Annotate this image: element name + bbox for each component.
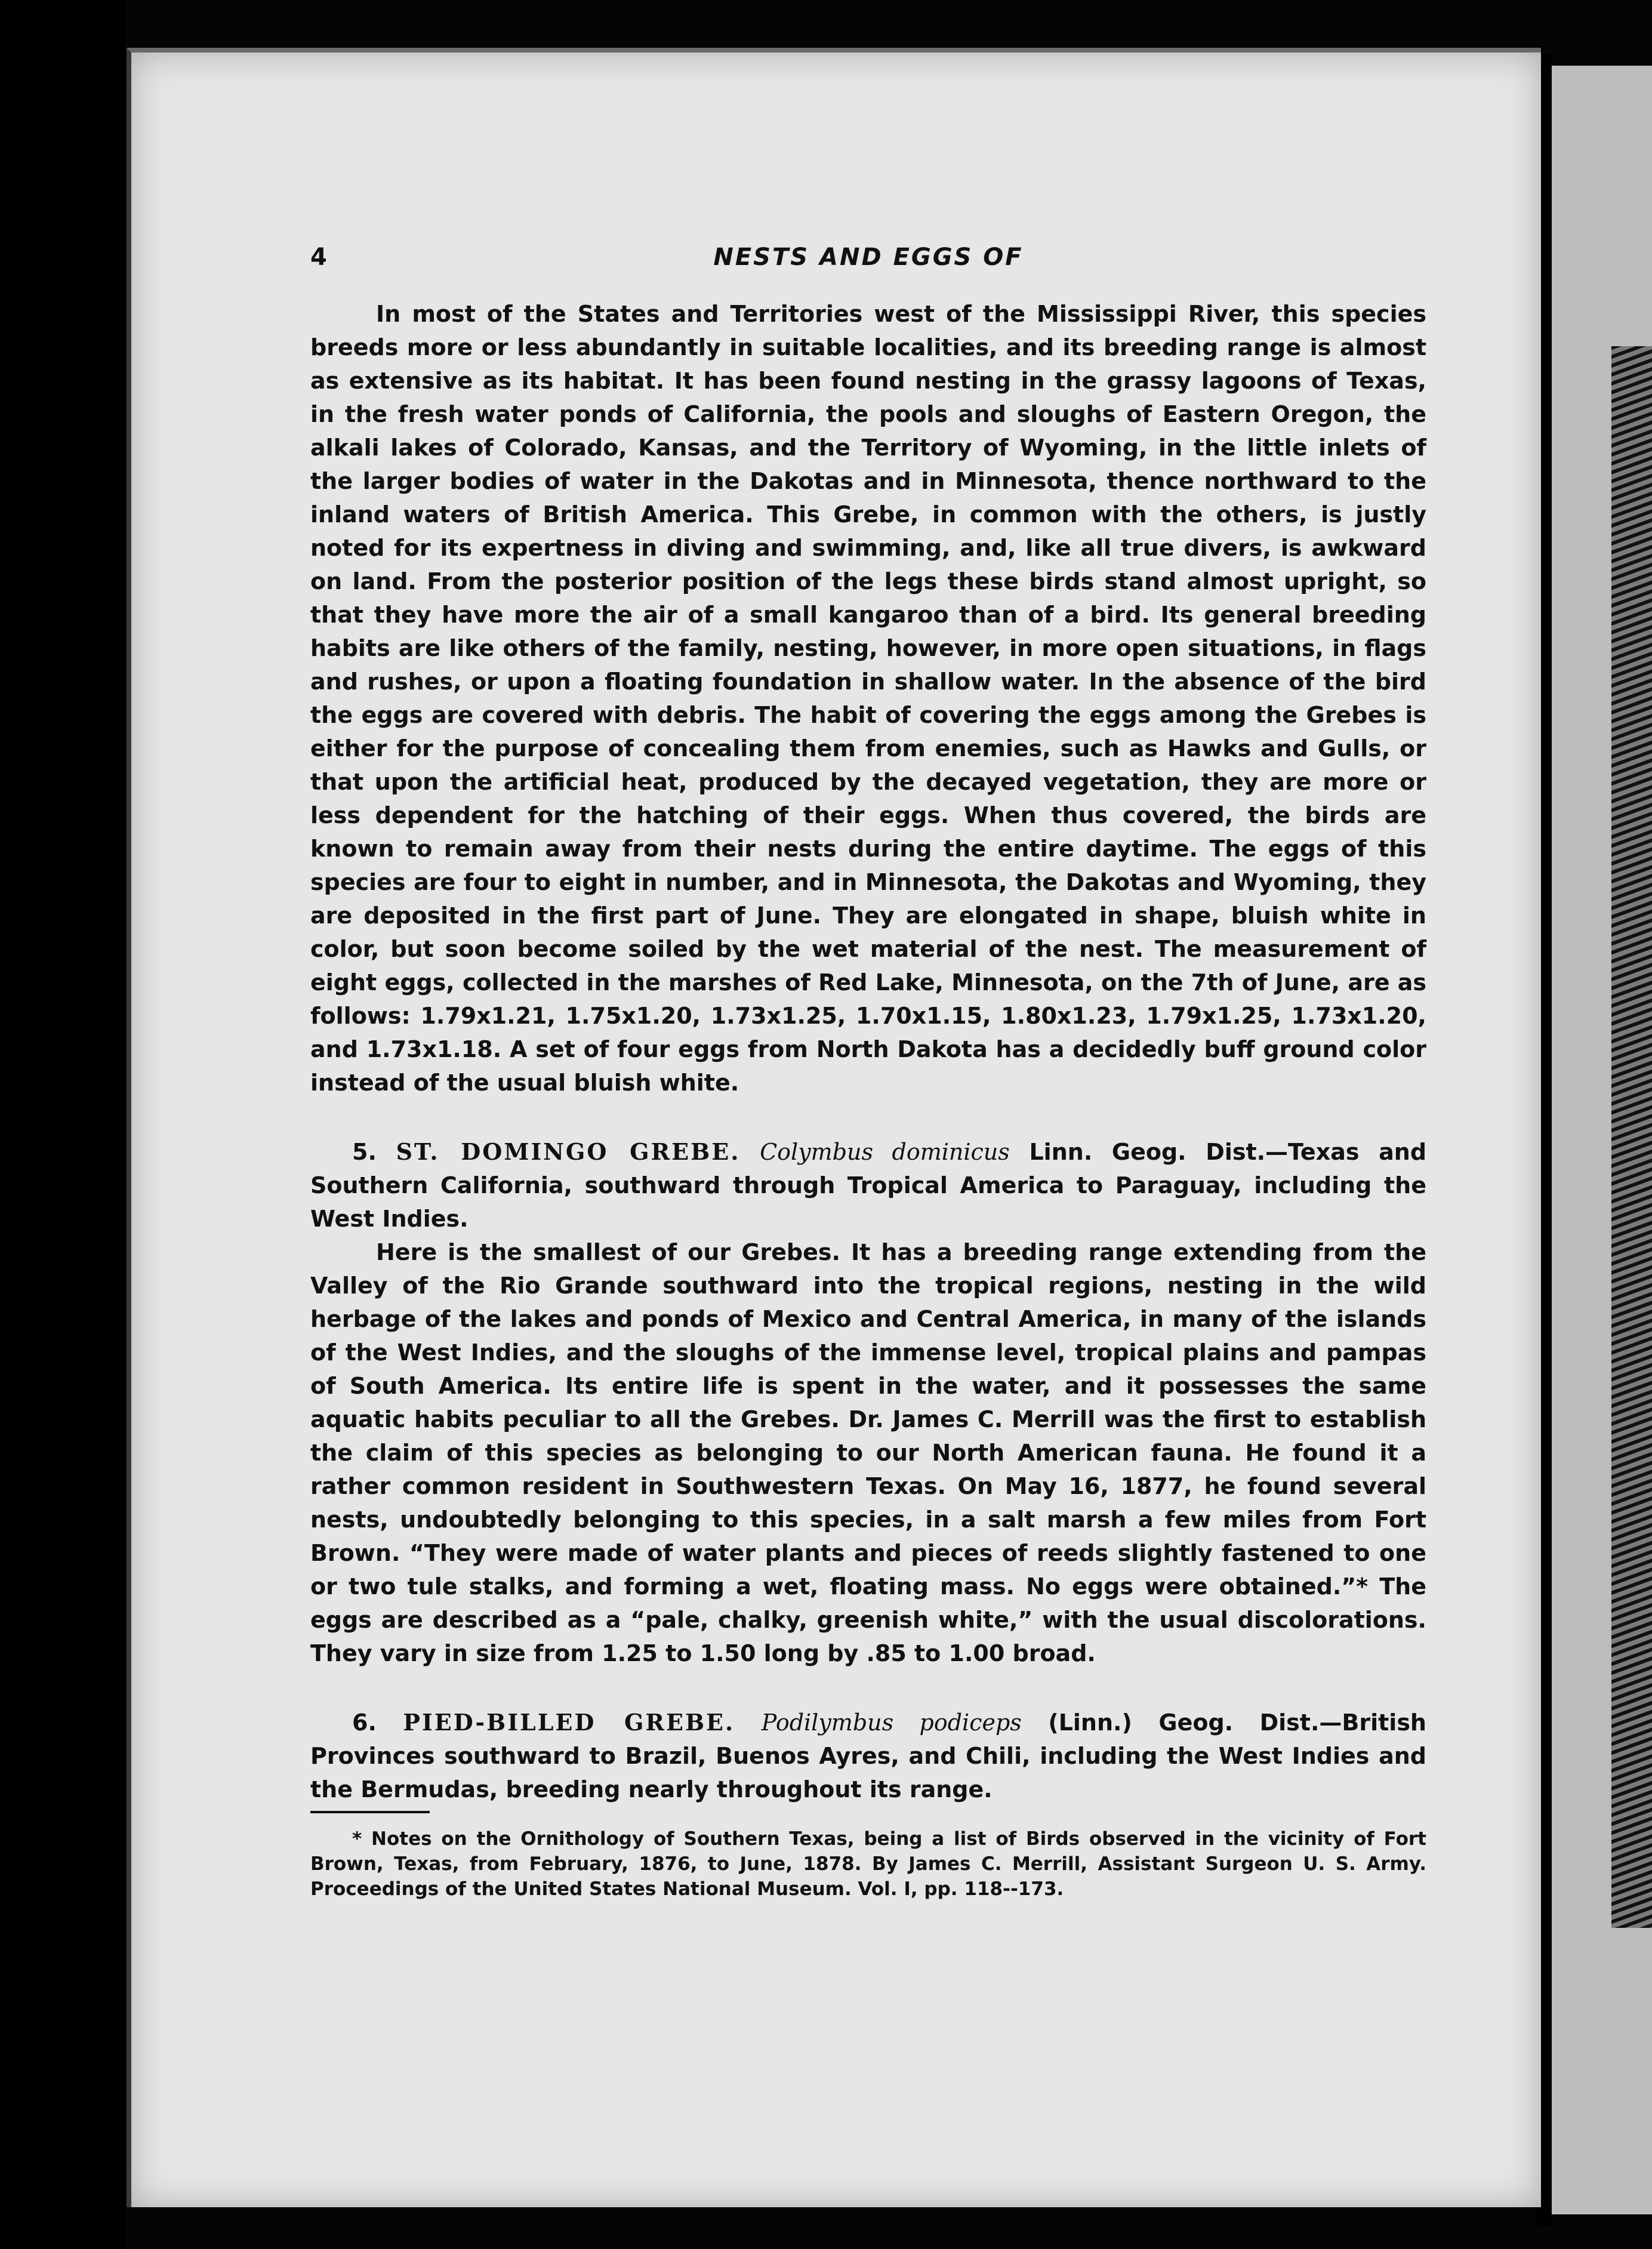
entry-heading — [310, 1706, 1426, 1806]
footnote: * Notes on the Ornithology of Southern Texas, being a list of Birds observed in the vicinity of Fort Brown, Texas, from February, 1876, to June, 1878. By James C. Merrill, Assistant Surgeon U. S. Army. Proceedings of the United States National Museum. Vol. I, pp. 118--173. — [310, 1828, 1426, 1900]
entry-common-name: PIED-BILLED GREBE. — [403, 1709, 735, 1736]
running-title: NESTS AND EGGS OF — [713, 244, 1024, 271]
scan-background-left — [0, 0, 125, 2249]
entry-number: 6. — [352, 1709, 377, 1736]
entry-number: 5. — [352, 1139, 377, 1165]
footnote-rule — [310, 1811, 430, 1813]
species-entry-5 — [310, 1135, 1426, 1670]
page-content — [310, 244, 1426, 1902]
entry-heading — [310, 1135, 1426, 1236]
entry-distribution: Linn. Geog. Dist.—Texas and Southern California, southward through Tropical America to Paraguay, including the West Indies. — [310, 1139, 1427, 1232]
entry-distribution: (Linn.) Geog. Dist.—British Provinces southward to Brazil, Buenos Ayres, and Chili, including the West Indies and the Bermudas, breeding nearly throughout its range. — [310, 1709, 1426, 1803]
book-page — [127, 48, 1541, 2207]
entry-scientific-name: Colymbus dominicus — [760, 1139, 1010, 1165]
species-entry-6 — [310, 1706, 1426, 1806]
entry-common-name: ST. DOMINGO GREBE. — [396, 1138, 741, 1165]
page-number: 4 — [310, 244, 327, 271]
entry-body: Here is the smallest of our Grebes. It has a breeding range extending from the Valley of the Rio Grande southward into the tropical regions, nesting in the wild herbage of the lakes and ponds of Mexico and Central America, in many of the islands of the West Indies, and the sloughs of the immense level, tropical plains and pampas of South America. Its entire life is spent in the water, and it possesses the same aquatic habits peculiar to all the Grebes. Dr. James C. Merrill was the first to establish the claim of this species as belonging to our North American fauna. He found it a rather common resident in Southwestern Texas. On May 16, 1877, he found several nests, undoubtedly belonging to this species, in a salt marsh a few miles from Fort Brown. “They were made of water plants and pieces of reeds slightly fastened to one or two tule stalks, and forming a wet, floating mass. No eggs were obtained.”* The eggs are described as a “pale, chalky, greenish white,” with the usual discolorations. They vary in size from 1.25 to 1.50 long by .85 to 1.00 broad. — [310, 1239, 1426, 1666]
intro-paragraph: In most of the States and Territories west of the Mississippi River, this species breeds more or less abundantly in suitable localities, and its breeding range is almost as extensive as its habitat. It has been found nesting in the grassy lagoons of Texas, in the fresh water ponds of California, the pools and sloughs of Eastern Oregon, the alkali lakes of Colorado, Kansas, and the Territory of Wyoming, in the little inlets of the larger bodies of water in the Dakotas and in Minnesota, thence northward to the inland waters of British America. This Grebe, in common with the others, is justly noted for its expertness in diving and swimming, and, like all true divers, is awkward on land. From the posterior position of the legs these birds stand almost upright, so that they have more the air of a small kangaroo than of a bird. Its general breeding habits are like others of the family, nesting, however, in more open situations, in flags and rushes, or upon a floating foundation in shallow water. In the absence of the bird the eggs are covered with debris. The habit of covering the eggs among the Grebes is either for the purpose of concealing them from enemies, such as Hawks and Gulls, or that upon the artificial heat, produced by the decayed vegetation, they are more or less dependent for the hatching of their eggs. When thus covered, the birds are known to remain away from their nests during the entire daytime. The eggs of this species are four to eight in number, and in Minnesota, the Dakotas and Wyoming, they are deposited in the first part of June. They are elongated in shape, bluish white in color, but soon become soiled by the wet material of the nest. The measurement of eight eggs, collected in the marshes of Red Lake, Minnesota, on the 7th of June, are as follows: 1.79x1.21, 1.75x1.20, 1.73x1.25, 1.70x1.15, 1.80x1.23, 1.79x1.25, 1.73x1.20, and 1.73x1.18. A set of four eggs from North Dakota has a decidedly buff ground color instead of the usual bluish white. — [310, 301, 1426, 1096]
facing-page-illustration — [1611, 346, 1652, 1928]
running-head — [310, 244, 1426, 297]
entry-scientific-name: Podilymbus podiceps — [761, 1709, 1022, 1736]
